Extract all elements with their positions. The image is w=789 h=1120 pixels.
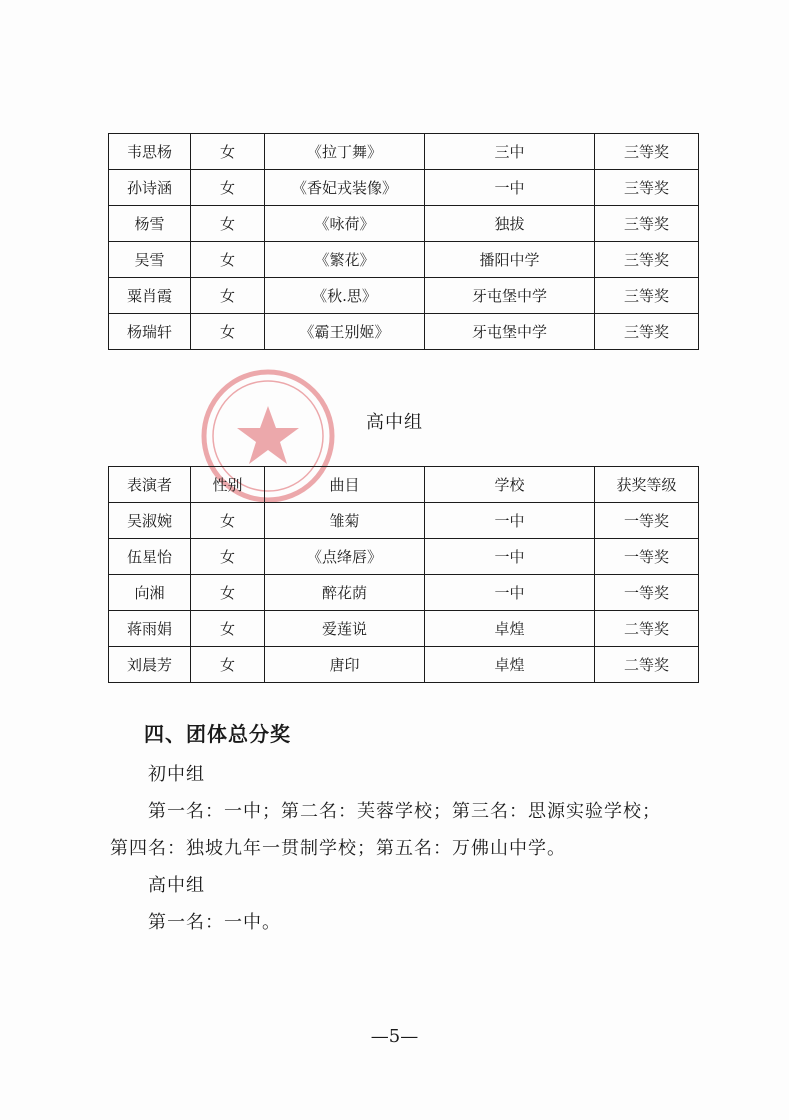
piece-cell: 《点绛唇》 bbox=[265, 539, 425, 575]
piece-cell: 醉花荫 bbox=[265, 575, 425, 611]
gender-cell: 女 bbox=[191, 206, 265, 242]
table-row bbox=[109, 242, 699, 278]
header-gender: 性别 bbox=[191, 467, 265, 503]
junior-awards-table bbox=[108, 133, 699, 350]
piece-cell: 《秋.思》 bbox=[265, 278, 425, 314]
table-row bbox=[109, 170, 699, 206]
table-header-row bbox=[109, 467, 699, 503]
school-cell: 卓煌 bbox=[425, 647, 595, 683]
performer-cell: 蒋雨娟 bbox=[109, 611, 191, 647]
performer-cell: 杨雪 bbox=[109, 206, 191, 242]
award-level-cell: 二等奖 bbox=[595, 611, 699, 647]
school-cell: 三中 bbox=[425, 134, 595, 170]
award-level-cell: 三等奖 bbox=[595, 242, 699, 278]
award-level-cell: 三等奖 bbox=[595, 170, 699, 206]
header-award-level: 获奖等级 bbox=[595, 467, 699, 503]
gender-cell: 女 bbox=[191, 170, 265, 206]
award-level-cell: 一等奖 bbox=[595, 539, 699, 575]
performer-cell: 粟肖霞 bbox=[109, 278, 191, 314]
junior-ranks-line-2: 第四名：独坡九年一贯制学校；第五名：万佛山中学。 bbox=[110, 838, 566, 859]
gender-cell: 女 bbox=[191, 278, 265, 314]
table-row bbox=[109, 575, 699, 611]
school-cell: 一中 bbox=[425, 503, 595, 539]
piece-cell: 《繁花》 bbox=[265, 242, 425, 278]
senior-ranks: 第一名：一中。 bbox=[148, 912, 281, 933]
gender-cell: 女 bbox=[191, 647, 265, 683]
junior-awards-body bbox=[109, 134, 699, 350]
award-level-cell: 三等奖 bbox=[595, 314, 699, 350]
gender-cell: 女 bbox=[191, 611, 265, 647]
table-row bbox=[109, 134, 699, 170]
gender-cell: 女 bbox=[191, 134, 265, 170]
page-number: —5— bbox=[370, 1026, 419, 1047]
school-cell: 一中 bbox=[425, 170, 595, 206]
school-cell: 播阳中学 bbox=[425, 242, 595, 278]
gender-cell: 女 bbox=[191, 242, 265, 278]
gender-cell: 女 bbox=[191, 314, 265, 350]
award-level-cell: 三等奖 bbox=[595, 134, 699, 170]
school-cell: 一中 bbox=[425, 539, 595, 575]
award-level-cell: 一等奖 bbox=[595, 575, 699, 611]
piece-cell: 《香妃戎装像》 bbox=[265, 170, 425, 206]
piece-cell: 爱莲说 bbox=[265, 611, 425, 647]
award-level-cell: 二等奖 bbox=[595, 647, 699, 683]
award-level-cell: 一等奖 bbox=[595, 503, 699, 539]
table-row bbox=[109, 539, 699, 575]
team-award-heading: 四、团体总分奖 bbox=[144, 722, 291, 746]
award-level-cell: 三等奖 bbox=[595, 278, 699, 314]
school-cell: 牙屯堡中学 bbox=[425, 314, 595, 350]
senior-awards-table bbox=[108, 466, 699, 683]
piece-cell: 《咏荷》 bbox=[265, 206, 425, 242]
junior-ranks-line-1: 第一名：一中；第二名：芙蓉学校；第三名：思源实验学校； bbox=[148, 801, 661, 822]
piece-cell: 雏菊 bbox=[265, 503, 425, 539]
table-row bbox=[109, 503, 699, 539]
piece-cell: 《拉丁舞》 bbox=[265, 134, 425, 170]
header-performer: 表演者 bbox=[109, 467, 191, 503]
performer-cell: 刘晨芳 bbox=[109, 647, 191, 683]
table-row bbox=[109, 647, 699, 683]
gender-cell: 女 bbox=[191, 575, 265, 611]
school-cell: 一中 bbox=[425, 575, 595, 611]
gender-cell: 女 bbox=[191, 539, 265, 575]
header-piece: 曲目 bbox=[265, 467, 425, 503]
table-row bbox=[109, 206, 699, 242]
performer-cell: 向湘 bbox=[109, 575, 191, 611]
senior-group-title: 高中组 bbox=[366, 412, 423, 433]
senior-group-label: 高中组 bbox=[148, 875, 205, 896]
piece-cell: 《霸王别姬》 bbox=[265, 314, 425, 350]
piece-cell: 唐印 bbox=[265, 647, 425, 683]
senior-awards-body bbox=[109, 503, 699, 683]
award-level-cell: 三等奖 bbox=[595, 206, 699, 242]
table-row bbox=[109, 314, 699, 350]
performer-cell: 吴淑婉 bbox=[109, 503, 191, 539]
table-row bbox=[109, 611, 699, 647]
performer-cell: 杨瑞轩 bbox=[109, 314, 191, 350]
performer-cell: 吴雪 bbox=[109, 242, 191, 278]
performer-cell: 韦思杨 bbox=[109, 134, 191, 170]
header-school: 学校 bbox=[425, 467, 595, 503]
table-row bbox=[109, 278, 699, 314]
school-cell: 独拔 bbox=[425, 206, 595, 242]
junior-group-label: 初中组 bbox=[148, 764, 205, 785]
gender-cell: 女 bbox=[191, 503, 265, 539]
performer-cell: 伍星怡 bbox=[109, 539, 191, 575]
school-cell: 卓煌 bbox=[425, 611, 595, 647]
school-cell: 牙屯堡中学 bbox=[425, 278, 595, 314]
performer-cell: 孙诗涵 bbox=[109, 170, 191, 206]
